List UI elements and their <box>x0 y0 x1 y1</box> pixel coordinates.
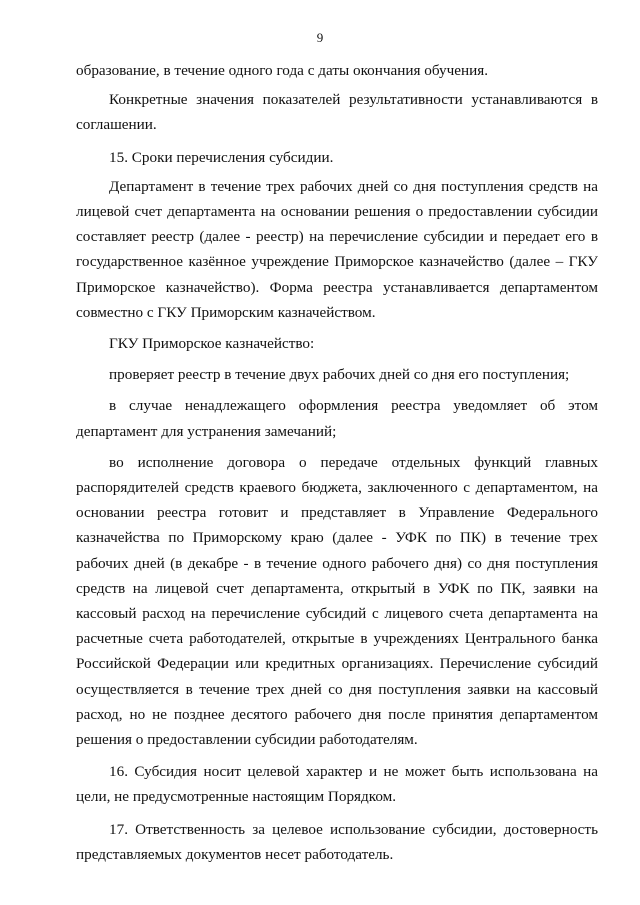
section-17-paragraph: 17. Ответственность за целевое использование субсидии, достоверность представляемых документов несет работодатель. <box>76 820 598 863</box>
section-16-paragraph: 16. Субсидия носит целевой характер и не может быть использована на цели, не предусмотренные настоящим Порядком. <box>76 763 598 806</box>
paragraph-improper-registry: в случае ненадлежащего оформления реестра уведомляет об этом департамент для устранения замечаний; <box>76 397 598 440</box>
page-number: 9 <box>316 30 324 45</box>
paragraph-treasury-label: ГКУ Приморское казначейство: <box>109 335 315 353</box>
paragraph-contract-execution: во исполнение договора о передаче отдельных функций главных распорядителей средств краевого бюджета, заключенного с департаментом, на основании реестра готовит и представляет в Управление Федерального казначейства по Приморскому краю (далее - УФК по ПК) в течение трех рабочих дней (в декабре - в течение одного рабочего дня) со дня поступления средств на лицевой счет департамента, открытый в УФК по ПК, заявки на кассовый расход на перечисление субсидий с лицевого счета департамента на расчетные счета работодателей, открытые в учреждениях Центрального банка Российской Федерации или кредитных организациях. Перечисление субсидий осуществляется в течение трех дней со дня поступления заявки на кассовый расход, но не позднее десятого рабочего дня после принятия департаментом решения о предоставлении субсидии работодателям. <box>76 453 598 749</box>
paragraph-department-registry: Департамент в течение трех рабочих дней со дня поступления средств на лицевой счет департамента на основании решения о предоставлении субсидии составляет реестр (далее - реестр) на перечисление субсидии и передает его в государственное казённое учреждение Приморское казначейство (далее – ГКУ Приморское казначейство). Форма реестра устанавливается департаментом совместно с ГКУ Приморским казначейством. <box>76 177 598 321</box>
paragraph-continuation: образование, в течение одного года с даты окончания обучения. <box>76 62 489 79</box>
paragraph-checks-registry: проверяет реестр в течение двух рабочих дней со дня его поступления; <box>109 366 570 384</box>
document-body <box>76 58 598 867</box>
paragraph-performance-indicators: Конкретные значения показателей результативности устанавливаются в соглашении. <box>76 91 598 134</box>
section-15-heading: 15. Сроки перечисления субсидии. <box>109 148 334 166</box>
